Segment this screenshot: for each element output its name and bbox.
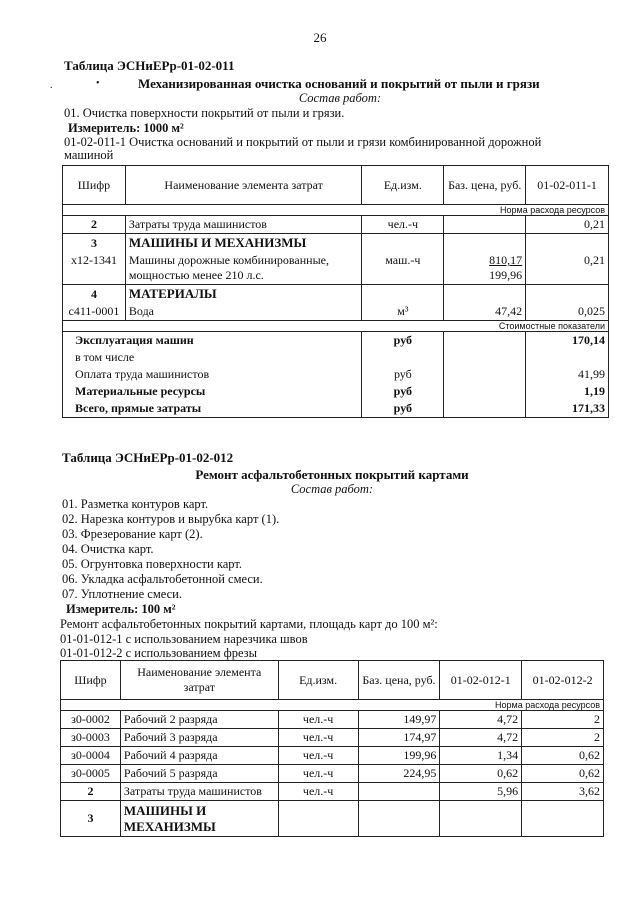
table1-subtitle: Механизированная очистка оснований и покрытий от пыли и грязи xyxy=(138,76,540,91)
cost-row xyxy=(63,400,609,418)
cost-name: Всего, прямые затраты xyxy=(63,400,362,418)
table2-izmeritel: Измеритель: 100 м² xyxy=(66,602,176,616)
cost-row xyxy=(63,332,609,350)
cell-name-line2: мощностью менее 210 л.с. xyxy=(128,268,264,282)
cell-value-1: 5,96 xyxy=(440,783,522,801)
header-code-1: 01-02-012-1 xyxy=(440,661,522,700)
cell-name: Вода xyxy=(125,303,362,321)
cost-value: 1,19 xyxy=(526,383,609,400)
table2-work-5: 05. Огрунтовка поверхности карт. xyxy=(62,557,242,571)
table1 xyxy=(62,165,609,418)
cell-shifr: х12-1341 xyxy=(63,252,126,285)
cell-shifr: с411-0001 xyxy=(63,303,126,321)
cell-price: 199,96 xyxy=(358,747,440,765)
header-name: Наименование элемента затрат xyxy=(125,166,362,205)
table2-subtitle: Ремонт асфальтобетонных покрытий картами xyxy=(195,467,469,482)
cell-value-1: 0,62 xyxy=(440,765,522,783)
header-price: Баз. цена, руб. xyxy=(358,661,440,700)
cell-shifr: 2 xyxy=(63,216,126,234)
header-unit: Ед.изм. xyxy=(362,166,444,205)
stray-mark: • xyxy=(96,78,100,89)
cell-price xyxy=(444,234,526,253)
cell-name: Рабочий 4 разряда xyxy=(120,747,278,765)
table1-title: Таблица ЭСНиЕРр-01-02-011 xyxy=(64,58,235,73)
cell-unit: чел.-ч xyxy=(278,729,358,747)
table2 xyxy=(60,660,604,837)
cell-unit: чел.-ч xyxy=(362,216,444,234)
table-row xyxy=(61,711,604,729)
table-row xyxy=(61,783,604,801)
cell-unit: чел.-ч xyxy=(278,765,358,783)
cost-name: Материальные ресурсы xyxy=(63,383,362,400)
cell-value-1: 4,72 xyxy=(440,711,522,729)
cost-row xyxy=(63,349,609,366)
cell-value: 0,21 xyxy=(526,216,609,234)
table1-izmeritel: Измеритель: 1000 м² xyxy=(68,121,184,135)
cell-value-2: 2 xyxy=(522,729,604,747)
table1-sostav: Состав работ: xyxy=(298,91,382,105)
table1-desc-line2: машиной xyxy=(64,148,114,162)
cell-price: 47,42 xyxy=(444,303,526,321)
cost-value: 41,99 xyxy=(526,366,609,383)
page-number: 26 xyxy=(313,30,327,45)
cell-price: 174,97 xyxy=(358,729,440,747)
cell-unit: чел.-ч xyxy=(278,747,358,765)
header-shifr: Шифр xyxy=(61,661,121,700)
cell-value-2: 3,62 xyxy=(522,783,604,801)
cell-name: Затраты труда машинистов xyxy=(120,783,278,801)
cell-shifr: 2 xyxy=(61,783,121,801)
cell-unit: чел.-ч xyxy=(278,783,358,801)
cell-name-line1: МАШИНЫ И xyxy=(123,802,207,818)
cell-value-2: 2 xyxy=(522,711,604,729)
cost-unit: руб xyxy=(362,332,444,350)
table2-desc-line2: 01-01-012-1 с использованием нарезчика швов xyxy=(60,632,308,646)
cost-unit: руб xyxy=(362,400,444,418)
cell-value xyxy=(526,234,609,253)
stray-mark: . xyxy=(50,80,53,91)
table2-work-2: 02. Нарезка контуров и вырубка карт (1). xyxy=(62,512,280,526)
table2-title: Таблица ЭСНиЕРр-01-02-012 xyxy=(62,450,234,465)
table-row xyxy=(61,801,604,837)
table2-work-4: 04. Очистка карт. xyxy=(62,542,154,556)
cell-unit: маш.-ч xyxy=(362,252,444,285)
table2-sostav: Состав работ: xyxy=(290,482,374,496)
cell-name: Затраты труда машинистов xyxy=(125,216,362,234)
header-code-2: 01-02-012-2 xyxy=(522,661,604,700)
cost-row xyxy=(63,366,609,383)
cell-price-line1: 810,17 xyxy=(489,253,523,267)
cell-name: Рабочий 3 разряда xyxy=(120,729,278,747)
table-row xyxy=(63,234,609,253)
cost-label: Стоимостные показатели xyxy=(63,321,609,332)
table1-work: 01. Очистка поверхности покрытий от пыли и грязи. xyxy=(64,106,345,120)
table2-work-1: 01. Разметка контуров карт. xyxy=(62,497,209,511)
cell-price xyxy=(444,216,526,234)
table-row xyxy=(61,747,604,765)
cost-unit: руб xyxy=(362,366,444,383)
norm-label: Норма расхода ресурсов xyxy=(63,205,609,216)
cell-unit xyxy=(362,234,444,253)
header-unit: Ед.изм. xyxy=(278,661,358,700)
table2-desc-line1: Ремонт асфальтобетонных покрытий картами, площадь карт до 100 м²: xyxy=(60,617,438,631)
table-row xyxy=(63,216,609,234)
cell-value-1: 1,34 xyxy=(440,747,522,765)
table2-work-6: 06. Укладка асфальтобетонной смеси. xyxy=(62,572,263,586)
cost-unit: руб xyxy=(362,383,444,400)
header-name: Наименование элемента затрат xyxy=(120,661,278,700)
cell-shifr: з0-0003 xyxy=(61,729,121,747)
cell-value: 0,025 xyxy=(526,303,609,321)
cell-unit: м³ xyxy=(362,303,444,321)
cell-shifr: 4 xyxy=(63,285,126,304)
cell-price: 149,97 xyxy=(358,711,440,729)
header-shifr: Шифр xyxy=(63,166,126,205)
cost-name: в том числе xyxy=(63,349,362,366)
table-row xyxy=(63,252,609,285)
cell-name-line2: МЕХАНИЗМЫ xyxy=(123,818,216,834)
cell-shifr: з0-0005 xyxy=(61,765,121,783)
cell-value-1: 4,72 xyxy=(440,729,522,747)
cost-name: Эксплуатация машин xyxy=(63,332,362,350)
table-row xyxy=(63,303,609,321)
cell-name: МАШИНЫ И МЕХАНИЗМЫ xyxy=(125,234,362,253)
cell-name: МАТЕРИАЛЫ xyxy=(125,285,362,304)
table-row xyxy=(61,729,604,747)
cell-price-line2: 199,96 xyxy=(489,268,523,282)
cell-price xyxy=(358,783,440,801)
cell-shifr: 3 xyxy=(61,801,121,837)
table1-desc-line1: 01-02-011-1 Очистка оснований и покрытий от пыли и грязи комбинированной дорожной xyxy=(64,135,542,149)
cost-value: 171,33 xyxy=(526,400,609,418)
cell-value: 0,21 xyxy=(526,252,609,285)
header-price: Баз. цена, руб. xyxy=(444,166,526,205)
cell-price: 224,95 xyxy=(358,765,440,783)
table2-work-3: 03. Фрезерование карт (2). xyxy=(62,527,203,541)
cell-unit: чел.-ч xyxy=(278,711,358,729)
table-row xyxy=(61,765,604,783)
cost-name: Оплата труда машинистов xyxy=(63,366,362,383)
cell-name-line1: Машины дорожные комбинированные, xyxy=(128,253,329,267)
header-code: 01-02-011-1 xyxy=(526,166,609,205)
norm-label: Норма расхода ресурсов xyxy=(61,700,604,711)
table2-work-7: 07. Уплотнение смеси. xyxy=(62,587,182,601)
cell-value-2: 0,62 xyxy=(522,765,604,783)
cell-shifr: з0-0004 xyxy=(61,747,121,765)
cell-name: Рабочий 2 разряда xyxy=(120,711,278,729)
table-row xyxy=(63,285,609,304)
cell-value-2: 0,62 xyxy=(522,747,604,765)
cost-value: 170,14 xyxy=(526,332,609,350)
cost-row xyxy=(63,383,609,400)
cell-shifr: з0-0002 xyxy=(61,711,121,729)
cell-shifr: 3 xyxy=(63,234,126,253)
table2-desc-line3: 01-01-012-2 с использованием фрезы xyxy=(60,646,257,660)
cell-name: Рабочий 5 разряда xyxy=(120,765,278,783)
